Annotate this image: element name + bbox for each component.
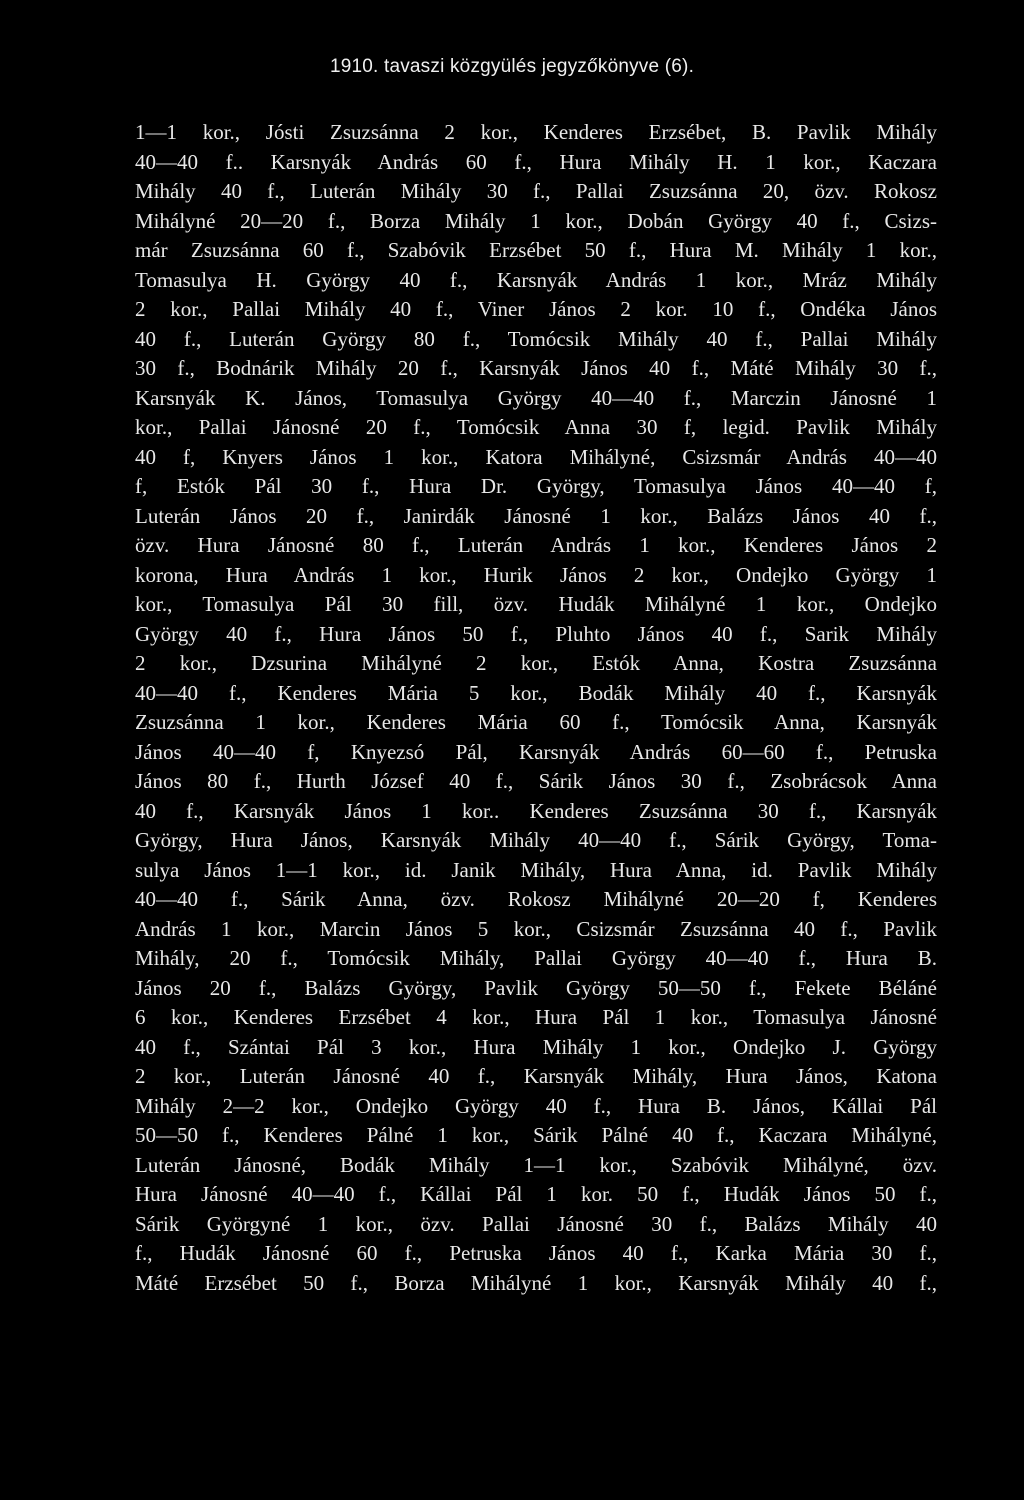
page-header: 1910. tavaszi közgyülés jegyzőkönyve (6). — [329, 56, 695, 77]
text-line: 40 f, Knyers János 1 kor., Katora Mihályné, Csizsmár András 40—40 — [135, 444, 937, 469]
text-line: f., Hudák Jánosné 60 f., Petruska János 40 f., Karka Mária 30 f., — [135, 1241, 937, 1265]
text-line: kor., Pallai Jánosné 20 f., Tomócsik Anna 30 f, legid. Pavlik Mihály — [135, 415, 937, 439]
text-line: János 40—40 f, Knyezsó Pál, Karsnyák András 60—60 f., Petruska — [135, 739, 937, 764]
text-line: 40 f., Luterán György 80 f., Tomócsik Mihály 40 f., Pallai Mihály — [135, 326, 937, 351]
text-line: György, Hura János, Karsnyák Mihály 40—40 f., Sárik György, Toma- — [135, 828, 937, 852]
text-line: György 40 f., Hura János 50 f., Pluhto János 40 f., Sarik Mihály — [135, 621, 937, 646]
text-line: Mihály 2—2 kor., Ondejko György 40 f., Hura B. János, Kállai Pál — [135, 1093, 937, 1118]
text-line: 40—40 f.. Karsnyák András 60 f., Hura Mihály H. 1 kor., Kaczara — [135, 149, 937, 174]
text-line: kor., Tomasulya Pál 30 fill, özv. Hudák Mihályné 1 kor., Ondejko — [135, 592, 937, 616]
text-line: 2 kor., Luterán Jánosné 40 f., Karsnyák Mihály, Hura János, Katona — [135, 1064, 937, 1088]
text-line: Hura Jánosné 40—40 f., Kállai Pál 1 kor. 50 f., Hudák János 50 f., — [135, 1182, 937, 1206]
text-line: 2 kor., Dzsurina Mihályné 2 kor., Estók Anna, Kostra Zsuzsánna — [135, 651, 937, 675]
text-line: Luterán János 20 f., Janirdák Jánosné 1 kor., Balázs János 40 f., — [135, 503, 937, 528]
text-line: 30 f., Bodnárik Mihály 20 f., Karsnyák János 40 f., Máté Mihály 30 f., — [135, 356, 937, 380]
text-line: korona, Hura András 1 kor., Hurik János 2 kor., Ondejko György 1 — [135, 562, 937, 587]
body-text — [135, 118, 937, 1298]
text-line: 40—40 f., Kenderes Mária 5 kor., Bodák Mihály 40 f., Karsnyák — [135, 680, 937, 705]
text-line: János 80 f., Hurth József 40 f., Sárik János 30 f., Zsobrácsok Anna — [135, 769, 937, 793]
text-line: Mihály, 20 f., Tomócsik Mihály, Pallai György 40—40 f., Hura B. — [135, 946, 937, 970]
text-line: sulya János 1—1 kor., id. Janik Mihály, Hura Anna, id. Pavlik Mihály — [135, 857, 937, 882]
text-line: Tomasulya H. György 40 f., Karsnyák András 1 kor., Mráz Mihály — [135, 267, 937, 292]
text-line: Zsuzsánna 1 kor., Kenderes Mária 60 f., Tomócsik Anna, Karsnyák — [135, 710, 937, 734]
text-line: János 20 f., Balázs György, Pavlik György 50—50 f., Fekete Béláné — [135, 975, 937, 1000]
text-line: Karsnyák K. János, Tomasulya György 40—40 f., Marczin Jánosné 1 — [135, 385, 937, 410]
text-line: Máté Erzsébet 50 f., Borza Mihályné 1 kor., Karsnyák Mihály 40 f., — [135, 1270, 937, 1295]
text-line: 50—50 f., Kenderes Pálné 1 kor., Sárik Pálné 40 f., Kaczara Mihályné, — [135, 1123, 937, 1147]
text-line: András 1 kor., Marcin János 5 kor., Csizsmár Zsuzsánna 40 f., Pavlik — [135, 916, 937, 941]
text-line: 40—40 f., Sárik Anna, özv. Rokosz Mihályné 20—20 f, Kenderes — [135, 887, 937, 911]
text-line: özv. Hura Jánosné 80 f., Luterán András 1 kor., Kenderes János 2 — [135, 533, 937, 557]
text-line: 6 kor., Kenderes Erzsébet 4 kor., Hura Pál 1 kor., Tomasulya Jánosné — [135, 1005, 937, 1029]
text-line: 1—1 kor., Jósti Zsuzsánna 2 kor., Kenderes Erzsébet, B. Pavlik Mihály — [135, 120, 937, 144]
text-line: Mihályné 20—20 f., Borza Mihály 1 kor., Dobán György 40 f., Csizs- — [135, 208, 937, 233]
text-line: f, Estók Pál 30 f., Hura Dr. György, Tomasulya János 40—40 f, — [135, 474, 937, 498]
text-line: 40 f., Szántai Pál 3 kor., Hura Mihály 1 kor., Ondejko J. György — [135, 1034, 937, 1059]
text-line: Luterán Jánosné, Bodák Mihály 1—1 kor., Szabóvik Mihályné, özv. — [135, 1152, 937, 1177]
text-line: Sárik Györgyné 1 kor., özv. Pallai Jánosné 30 f., Balázs Mihály 40 — [135, 1211, 937, 1236]
text-line: 40 f., Karsnyák János 1 kor.. Kenderes Zsuzsánna 30 f., Karsnyák — [135, 798, 937, 823]
text-line: 2 kor., Pallai Mihály 40 f., Viner János 2 kor. 10 f., Ondéka János — [135, 297, 937, 321]
text-line: már Zsuzsánna 60 f., Szabóvik Erzsébet 50 f., Hura M. Mihály 1 kor., — [135, 238, 937, 262]
text-line: Mihály 40 f., Luterán Mihály 30 f., Pallai Zsuzsánna 20, özv. Rokosz — [135, 179, 937, 203]
